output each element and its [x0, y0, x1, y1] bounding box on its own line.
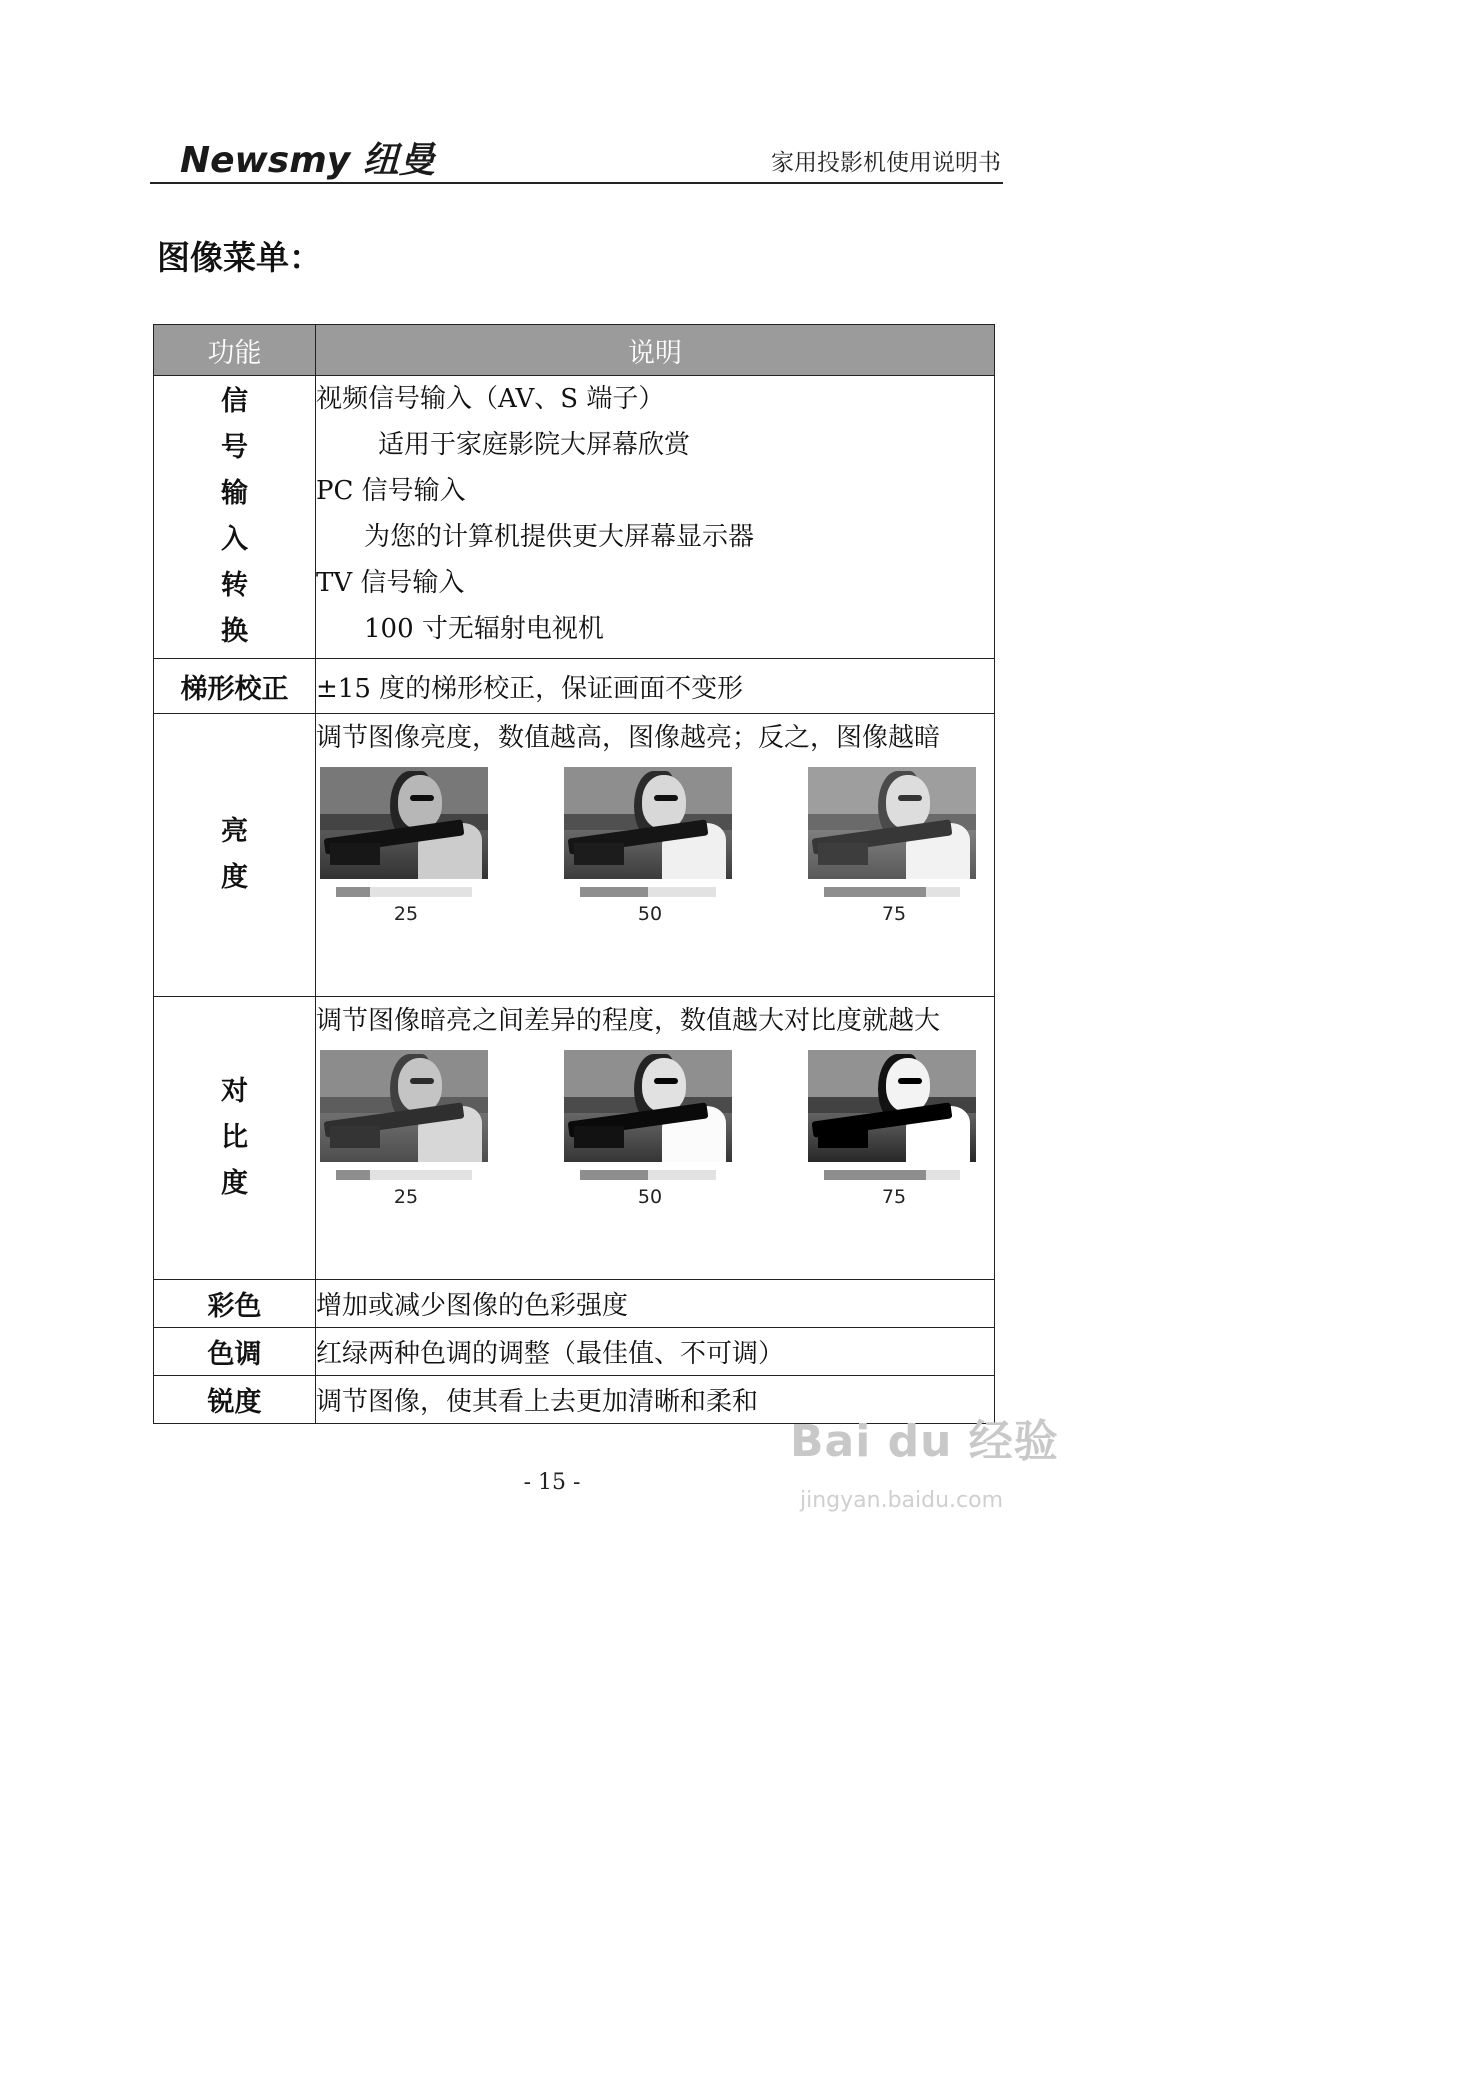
sample-image — [320, 767, 488, 879]
level-value: 75 — [881, 1186, 907, 1208]
description-cell: 调节图像，使其看上去更加清晰和柔和 — [316, 1376, 995, 1424]
description-cell — [316, 376, 995, 659]
level-bar-fill — [824, 887, 926, 897]
level-bar — [824, 887, 960, 897]
sample-thumbnail — [564, 767, 736, 927]
description-line: 为您的计算机提供更大屏幕显示器 — [364, 522, 755, 552]
function-char: 输 — [221, 478, 248, 509]
table-row-keystone — [154, 659, 995, 714]
description-line: TV 信号输入 — [316, 568, 465, 598]
level-value: 75 — [881, 903, 907, 925]
brand-logo: Newsmy 纽曼 — [180, 140, 435, 181]
brightness-samples — [316, 761, 994, 931]
function-cell — [154, 997, 316, 1280]
level-bar — [580, 887, 716, 897]
watermark-brand: Bai du 经验 — [790, 1416, 1059, 1467]
description-cell: 增加或减少图像的色彩强度 — [316, 1280, 995, 1328]
description-cell: 红绿两种色调的调整（最佳值、不可调） — [316, 1328, 995, 1376]
sample-image — [564, 767, 732, 879]
level-bar-fill — [336, 887, 370, 897]
page-number: - 15 - — [523, 1470, 581, 1495]
table-row-brightness — [154, 714, 995, 997]
description-cell — [316, 714, 995, 997]
level-bar — [824, 1170, 960, 1180]
level-bar — [336, 1170, 472, 1180]
level-bar — [580, 1170, 716, 1180]
table-row-signal-input — [154, 376, 995, 659]
table-row-contrast — [154, 997, 995, 1280]
sample-thumbnail — [320, 1050, 492, 1210]
function-cell: 色调 — [154, 1328, 316, 1376]
level-value: 50 — [637, 1186, 663, 1208]
level-bar-fill — [824, 1170, 926, 1180]
function-char: 亮 — [221, 816, 248, 847]
function-char: 转 — [221, 570, 248, 601]
description-line: 视频信号输入（AV、S 端子） — [316, 384, 665, 414]
function-char: 度 — [221, 862, 248, 893]
function-cell: 梯形校正 — [154, 659, 316, 714]
description-line: 适用于家庭影院大屏幕欣赏 — [378, 430, 691, 460]
description-line: 100 寸无辐射电视机 — [364, 614, 604, 644]
description-cell — [316, 997, 995, 1280]
sample-thumbnail — [808, 1050, 980, 1210]
header-divider — [150, 182, 1003, 184]
sample-thumbnail — [808, 767, 980, 927]
level-bar-fill — [580, 1170, 648, 1180]
description-cell: ±15 度的梯形校正，保证画面不变形 — [316, 659, 995, 714]
function-char: 换 — [221, 616, 248, 647]
contrast-samples — [316, 1044, 994, 1214]
watermark-url: jingyan.baidu.com — [800, 1488, 1004, 1513]
sample-image — [808, 767, 976, 879]
function-char: 信 — [221, 386, 248, 417]
function-char: 比 — [221, 1122, 248, 1153]
sample-image — [808, 1050, 976, 1162]
function-char: 号 — [221, 432, 248, 463]
level-value: 25 — [393, 903, 419, 925]
page-header — [150, 128, 1003, 184]
description-text: 调节图像暗亮之间差异的程度，数值越大对比度就越大 — [316, 1006, 941, 1036]
level-bar — [336, 887, 472, 897]
sample-thumbnail — [564, 1050, 736, 1210]
level-bar-fill — [580, 887, 648, 897]
level-bar-fill — [336, 1170, 370, 1180]
function-char: 入 — [221, 524, 248, 555]
sample-thumbnail — [320, 767, 492, 927]
description-line: PC 信号输入 — [316, 476, 466, 506]
function-cell — [154, 376, 316, 659]
description-text: 调节图像亮度，数值越高，图像越亮；反之，图像越暗 — [316, 723, 941, 753]
level-value: 50 — [637, 903, 663, 925]
function-char: 对 — [221, 1076, 248, 1107]
level-value: 25 — [393, 1186, 419, 1208]
table-row-color — [154, 1280, 995, 1328]
document-title: 家用投影机使用说明书 — [771, 150, 1001, 176]
baidu-watermark — [790, 1405, 1059, 1469]
section-title: 图像菜单： — [157, 238, 322, 277]
function-cell: 彩色 — [154, 1280, 316, 1328]
table-row-tint — [154, 1328, 995, 1376]
column-header-function: 功能 — [154, 325, 316, 376]
sample-image — [564, 1050, 732, 1162]
function-cell — [154, 714, 316, 997]
image-menu-table — [153, 324, 995, 1424]
function-cell: 锐度 — [154, 1376, 316, 1424]
column-header-description: 说明 — [316, 325, 995, 376]
function-char: 度 — [221, 1168, 248, 1199]
sample-image — [320, 1050, 488, 1162]
table-header-row — [154, 325, 995, 376]
